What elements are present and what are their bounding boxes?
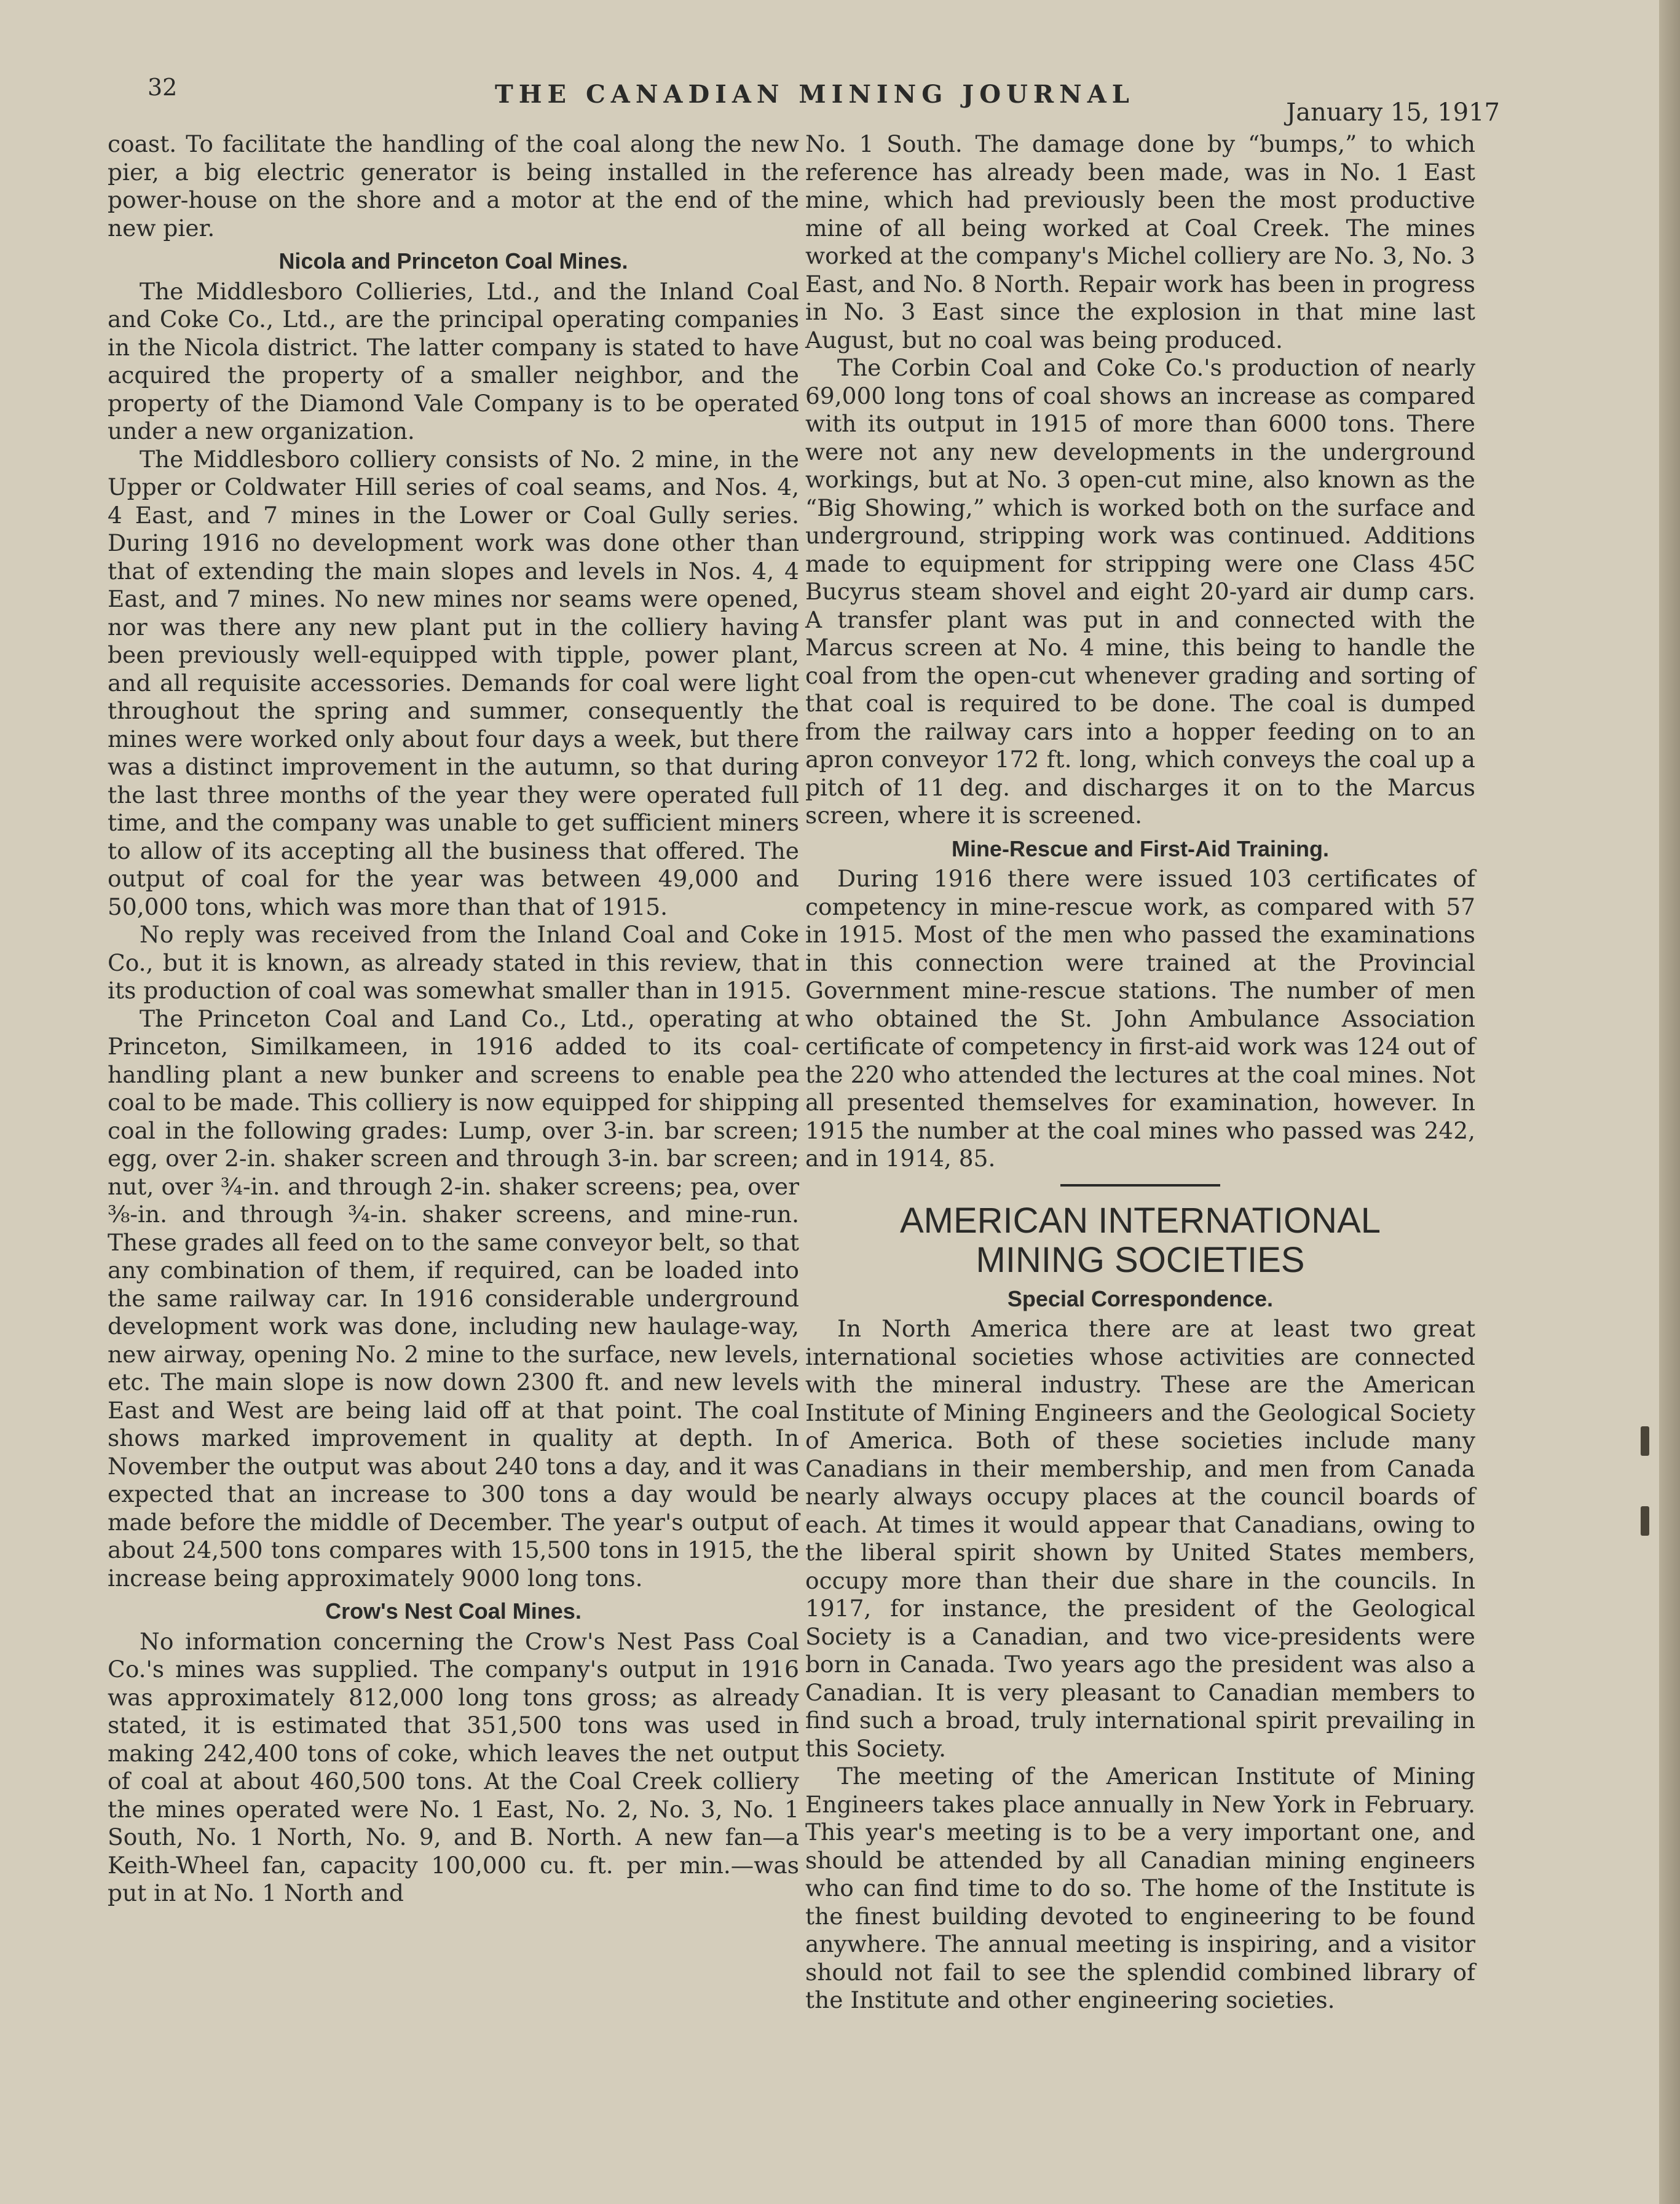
page-header <box>148 68 1500 127</box>
section-heading-mine-rescue: Mine-Rescue and First-Aid Training. <box>951 835 1330 861</box>
paragraph: coast. To facilitate the handling of the coal along the new pier, a big electric generator is being installed in the power-house on the shore and a motor at the end of the new pier. <box>108 130 799 242</box>
paragraph: During 1916 there were issued 103 certificates of competency in mine-rescue work, as compared with 57 in 1915. Most of the men who passed the examinations in this connection were trained at the Provincial Government mine-rescue stations. The number of men who obtained the St. John Ambulance Association certificate of competency in first-aid work was 124 out of the 220 who attended the lectures at the coal mines. Not all presented themselves for examination, however. In 1915 the number at the coal mines who passed was 242, and in 1914, 85. <box>805 865 1475 1172</box>
paragraph: The Corbin Coal and Coke Co.'s production of nearly 69,000 long tons of coal shows an increase as compared with its output in 1915 of more than 6000 tons. There were not any new developments in the underground workings, but at No. 3 open-cut mine, also known as the “Big Showing,” which is worked both on the surface and underground, stripping work was continued. Additions made to equipment for stripping were one Class 45C Bucyrus steam shovel and eight 20-yard air dump cars. A transfer plant was put in and connected with the Marcus screen at No. 4 mine, this being to handle the coal from the open-cut whenever grading and sorting of that coal is required to be done. The coal is dumped from the railway cars into a hopper feeding on to an apron conveyor 172 ft. long, which conveys the coal up a pitch of 11 deg. and discharges it on to the Marcus screen, where it is screened. <box>805 354 1475 829</box>
paragraph: The Middlesboro Collieries, Ltd., and the Inland Coal and Coke Co., Ltd., are the principal operating companies in the Nicola district. The latter company is stated to have acquired the property of a smaller neighbor, and the property of the Diamond Vale Company is to be operated under a new organization. <box>108 277 799 444</box>
journal-title: THE CANADIAN MINING JOURNAL <box>495 80 1135 109</box>
article-subtitle: Special Correspondence. <box>1007 1286 1274 1311</box>
section-heading-nicola: Nicola and Princeton Coal Mines. <box>278 248 628 274</box>
issue-date: January 15, 1917 <box>1286 98 1500 127</box>
paragraph: No. 1 South. The damage done by “bumps,” to which reference has already been made, was in No. 1 East mine, which had previously been the most productive mine of all being worked at Coal Creek. The mines worked at the company's Michel colliery are No. 3, No. 3 East, and No. 8 North. Repair work has been in progress in No. 3 East since the explosion in that mine last August, but no coal was being produced. <box>805 130 1475 354</box>
article-title-line-2: MINING SOCIETIES <box>976 1239 1305 1280</box>
paragraph: No information concerning the Crow's Nest Pass Coal Co.'s mines was supplied. The company's output in 1916 was approximately 812,000 long tons gross; as already stated, it is estimated that 351,500 tons was used in making 242,400 tons of coke, which leaves the net output of coal at about 460,500 tons. At the Coal Creek colliery the mines operated were No. 1 East, No. 2, No. 3, No. 1 South, No. 1 North, No. 9, and B. North. A new fan—a Keith-Wheel fan, capacity 100,000 cu. ft. per min.—was put in at No. 1 North and <box>108 1627 799 1906</box>
paragraph: No reply was received from the Inland Coal and Coke Co., but it is known, as already stated in this review, that its production of coal was somewhat smaller than in 1915. <box>108 921 799 1004</box>
section-heading-crows-nest: Crow's Nest Coal Mines. <box>325 1598 582 1624</box>
left-column <box>108 130 799 1908</box>
binding-hole <box>1641 1426 1649 1456</box>
paragraph: The Middlesboro colliery consists of No. 2 mine, in the Upper or Coldwater Hill series of coal seams, and Nos. 4, 4 East, and 7 mines in the Lower or Coal Gully series. During 1916 no development work was done other than that of extending the main slopes and levels in Nos. 4, 4 East, and 7 mines. No new mines nor seams were opened, nor was there any new plant put in the colliery having been previously well-equipped with tipple, power plant, and all requisite accessories. Demands for coal were light throughout the spring and summer, consequently the mines were worked only about four days a week, but there was a distinct improvement in the autumn, so that during the last three months of the year they were operated full time, and the company was unable to get sufficient miners to allow of its accepting all the business that offered. The output of coal for the year was between 49,000 and 50,000 tons, which was more than that of 1915. <box>108 445 799 920</box>
right-column <box>805 130 1475 2015</box>
paragraph: The meeting of the American Institute of Mining Engineers takes place annually in New York in February. This year's meeting is to be a very important one, and should be attended by all Canadian mining engineers who can find time to do so. The home of the Institute is the finest building devoted to engineering to be found anywhere. The annual meeting is inspiring, and a visitor should not fail to see the splendid combined library of the Institute and other engineering societies. <box>805 1763 1475 2013</box>
section-divider <box>1060 1184 1220 1187</box>
article-title-line-1: AMERICAN INTERNATIONAL <box>899 1200 1381 1241</box>
paragraph: The Princeton Coal and Land Co., Ltd., operating at Princeton, Similkameen, in 1916 added to its coal-handling plant a new bunker and screens to enable pea coal to be made. This colliery is now equipped for shipping coal in the following grades: Lump, over 3-in. bar screen; egg, over 2-in. shaker screen and through 3-in. bar screen; nut, over ¾-in. and through 2-in. shaker screens; pea, over ⅜-in. and through ¾-in. shaker screens, and mine-run. These grades all feed on to the same conveyor belt, so that any combination of them, if required, can be loaded into the same railway car. In 1916 considerable underground development work was done, including new haulage-way, new airway, opening No. 2 mine to the surface, new levels, etc. The main slope is now down 2300 ft. and new levels East and West are being laid off at that point. The coal shows marked improvement in quality at depth. In November the output was about 240 tons a day, and it was expected that an increase to 300 tons a day would be made before the middle of December. The year's output of about 24,500 tons compares with 15,500 tons in 1915, the increase being approximately 9000 long tons. <box>108 1005 799 1592</box>
article-title <box>805 1201 1475 1280</box>
page-number: 32 <box>148 74 178 101</box>
binding-hole <box>1641 1506 1649 1536</box>
binding-edge <box>1659 0 1680 2204</box>
paragraph: In North America there are at least two great international societies whose activities are connected with the mineral industry. These are the American Institute of Mining Engineers and the Geological Society of America. Both of these societies include many Canadians in their membership, and men from Canada nearly always occupy places at the council boards of each. At times it would appear that Canadians, owing to the liberal spirit shown by United States members, occupy more than their due share in the councils. In 1917, for instance, the president of the Geological Society is a Canadian, and two vice-presidents were born in Canada. Two years ago the president was also a Canadian. It is very pleasant to Canadian members to find such a broad, truly international spirit prevailing in this Society. <box>805 1315 1475 1762</box>
